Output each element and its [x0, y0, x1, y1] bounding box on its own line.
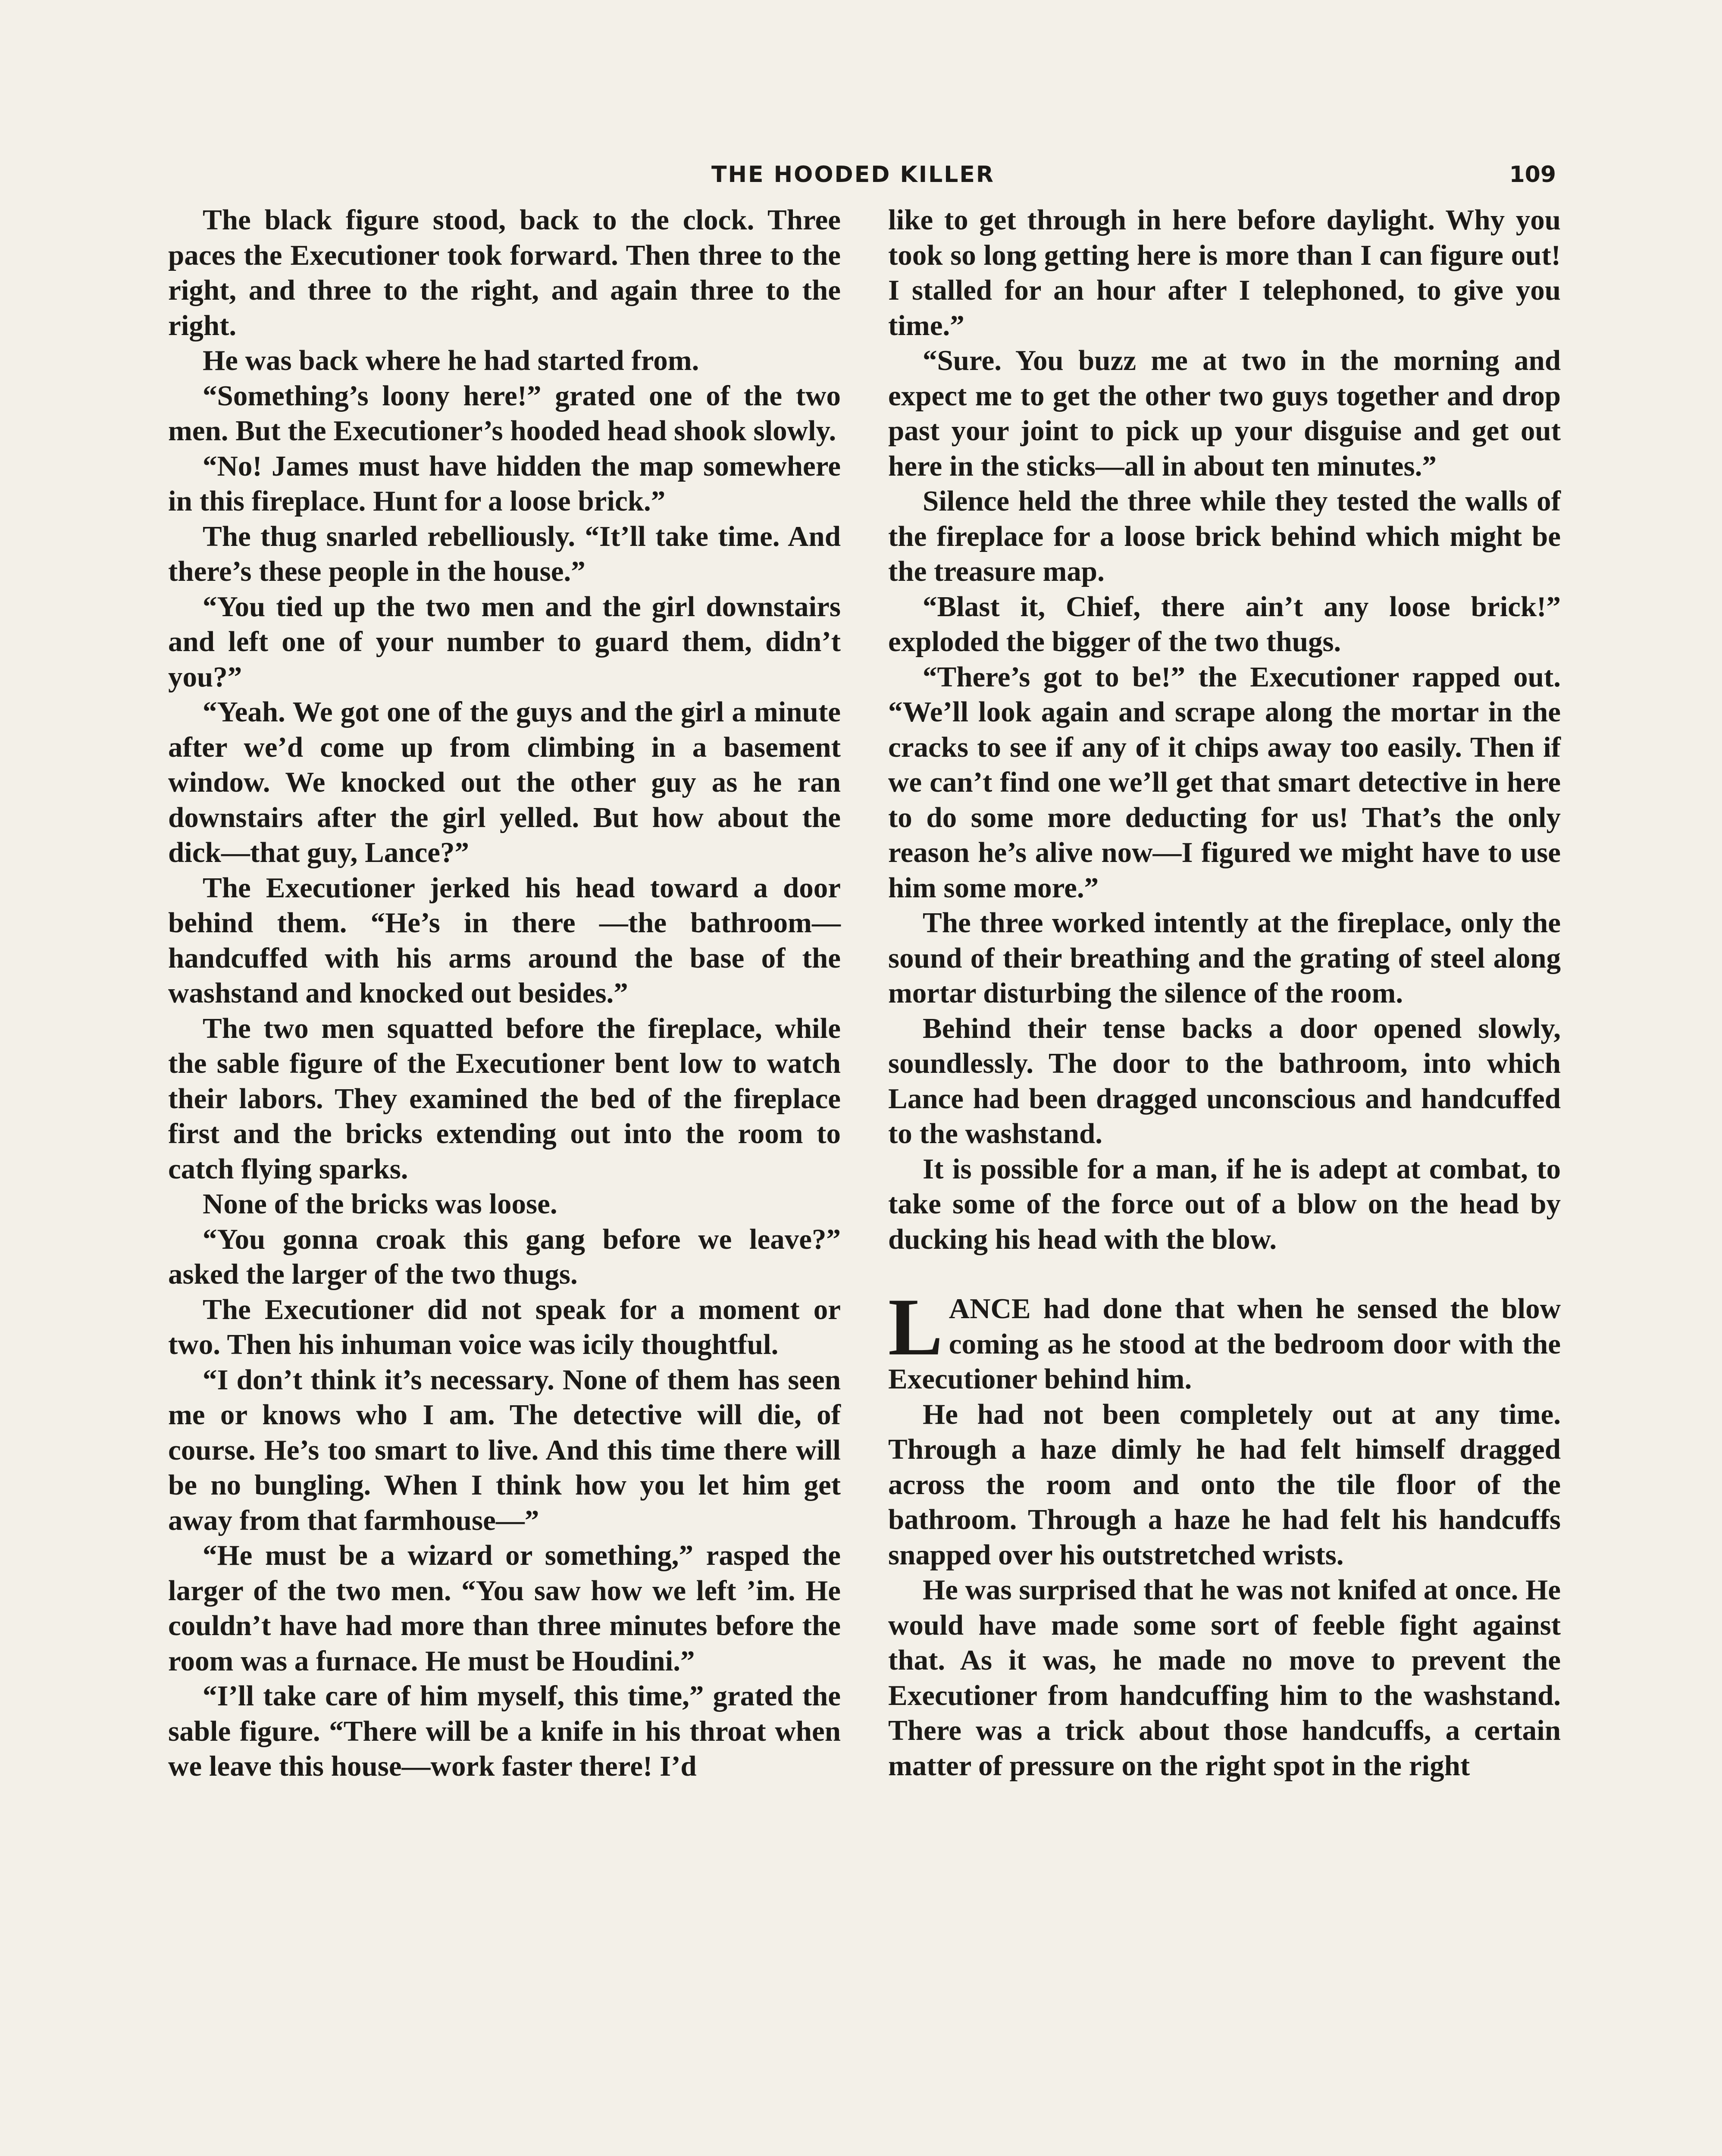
left-column [168, 203, 841, 1784]
paragraph: The black figure stood, back to the clock. Three paces the Executioner took forward. Then three to the right, and three to the right, and again three to the right. [168, 204, 841, 342]
paragraph: “I don’t think it’s necessary. None of them has seen me or knows who I am. The detective will die, of course. He’s too smart to live. And this time there will be no bungling. When I think how you let him get away from that farmhouse—” [168, 1363, 841, 1536]
paragraph: “Something’s loony here!” grated one of the two men. But the Executioner’s hooded head shook slowly. [168, 379, 841, 447]
paragraph: “You gonna croak this gang before we leave?” asked the larger of the two thugs. [168, 1223, 841, 1290]
paragraph: The Executioner did not speak for a moment or two. Then his inhuman voice was icily thoughtful. [168, 1293, 841, 1360]
paragraph: Silence held the three while they tested the walls of the fireplace for a loose brick behind which might be the treasure map. [888, 485, 1561, 587]
drop-cap: L [888, 1282, 943, 1373]
paragraph: “Blast it, Chief, there ain’t any loose brick!” exploded the bigger of the two thugs. [888, 590, 1561, 658]
paragraph: “No! James must have hidden the map somewhere in this fireplace. Hunt for a loose brick.” [168, 450, 841, 517]
paragraph: “There’s got to be!” the Executioner rapped out. “We’ll look again and scrape along the mortar in the cracks to see if any of it chips away too easily. Then if we can’t find one we’ll get that smart detective in here to do some more deducting for us! That’s the only reason he’s alive now—I figured we might have to use him some more.” [888, 661, 1561, 904]
continued-paragraph: like to get through in here before daylight. Why you took so long getting here is more than I can figure out! I stalled for an hour after I telephoned, to give you time.” [888, 204, 1561, 342]
paragraph: It is possible for a man, if he is adept at combat, to take some of the force out of a blow on the head by ducking his head with the blow. [888, 1153, 1561, 1255]
section-opening-paragraph [888, 1282, 1561, 1397]
paragraph: The two men squatted before the fireplace, while the sable figure of the Executioner bent low to watch their labors. They examined the bed of the fireplace first and the bricks extending out into the room to catch flying sparks. [168, 1012, 841, 1185]
right-column [888, 203, 1561, 1783]
paragraph: The three worked intently at the fireplace, only the sound of their breathing and the grating of steel along mortar disturbing the silence of the room. [888, 907, 1561, 1009]
paragraph: Behind their tense backs a door opened slowly, soundlessly. The door to the bathroom, into which Lance had been dragged unconscious and handcuffed to the washstand. [888, 1012, 1561, 1150]
page-number: 109 [1509, 162, 1556, 188]
paragraph: “Sure. You buzz me at two in the morning and expect me to get the other two guys together and drop past your joint to pick up your disguise and get out here in the sticks—all in about ten minutes.” [888, 345, 1561, 482]
paragraph: The thug snarled rebelliously. “It’ll take time. And there’s these people in the house.” [168, 520, 841, 587]
paragraph: “You tied up the two men and the girl downstairs and left one of your number to guard them, didn’t you?” [168, 590, 841, 693]
paragraph: He was back where he had started from. [203, 345, 699, 376]
drop-cap-text: ANCE had done that when he sensed the blow coming as he stood at the bedroom door with the Executioner behind him. [888, 1293, 1561, 1395]
paragraph: None of the bricks was loose. [203, 1188, 557, 1220]
paragraph: The Executioner jerked his head toward a door behind them. “He’s in there —the bathroom—handcuffed with his arms around the base of the washstand and knocked out besides.” [168, 871, 841, 1009]
running-title: THE HOODED KILLER [711, 162, 995, 188]
paragraph: “I’ll take care of him myself, this time,” grated the sable figure. “There will be a knife in his throat when we leave this house—work faster there! I’d [168, 1680, 841, 1782]
paragraph: He was surprised that he was not knifed at once. He would have made some sort of feeble fight against that. As it was, he made no move to prevent the Executioner from handcuffing him to the washstand. There was a trick about those handcuffs, a certain matter of pressure on the right spot in the right [888, 1574, 1561, 1782]
paragraph: He had not been completely out at any time. Through a haze dimly he had felt himself dragged across the room and onto the tile floor of the bathroom. Through a haze he had felt his handcuffs snapped over his outstretched wrists. [888, 1398, 1561, 1571]
paragraph: “Yeah. We got one of the guys and the girl a minute after we’d come up from climbing in a basement window. We knocked out the other guy as he ran downstairs after the girl yelled. But how about the dick—that guy, Lance?” [168, 696, 841, 868]
paragraph: “He must be a wizard or something,” rasped the larger of the two men. “You saw how we left ’im. He couldn’t have had more than three minutes before the room was a furnace. He must be Houdini.” [168, 1539, 841, 1677]
